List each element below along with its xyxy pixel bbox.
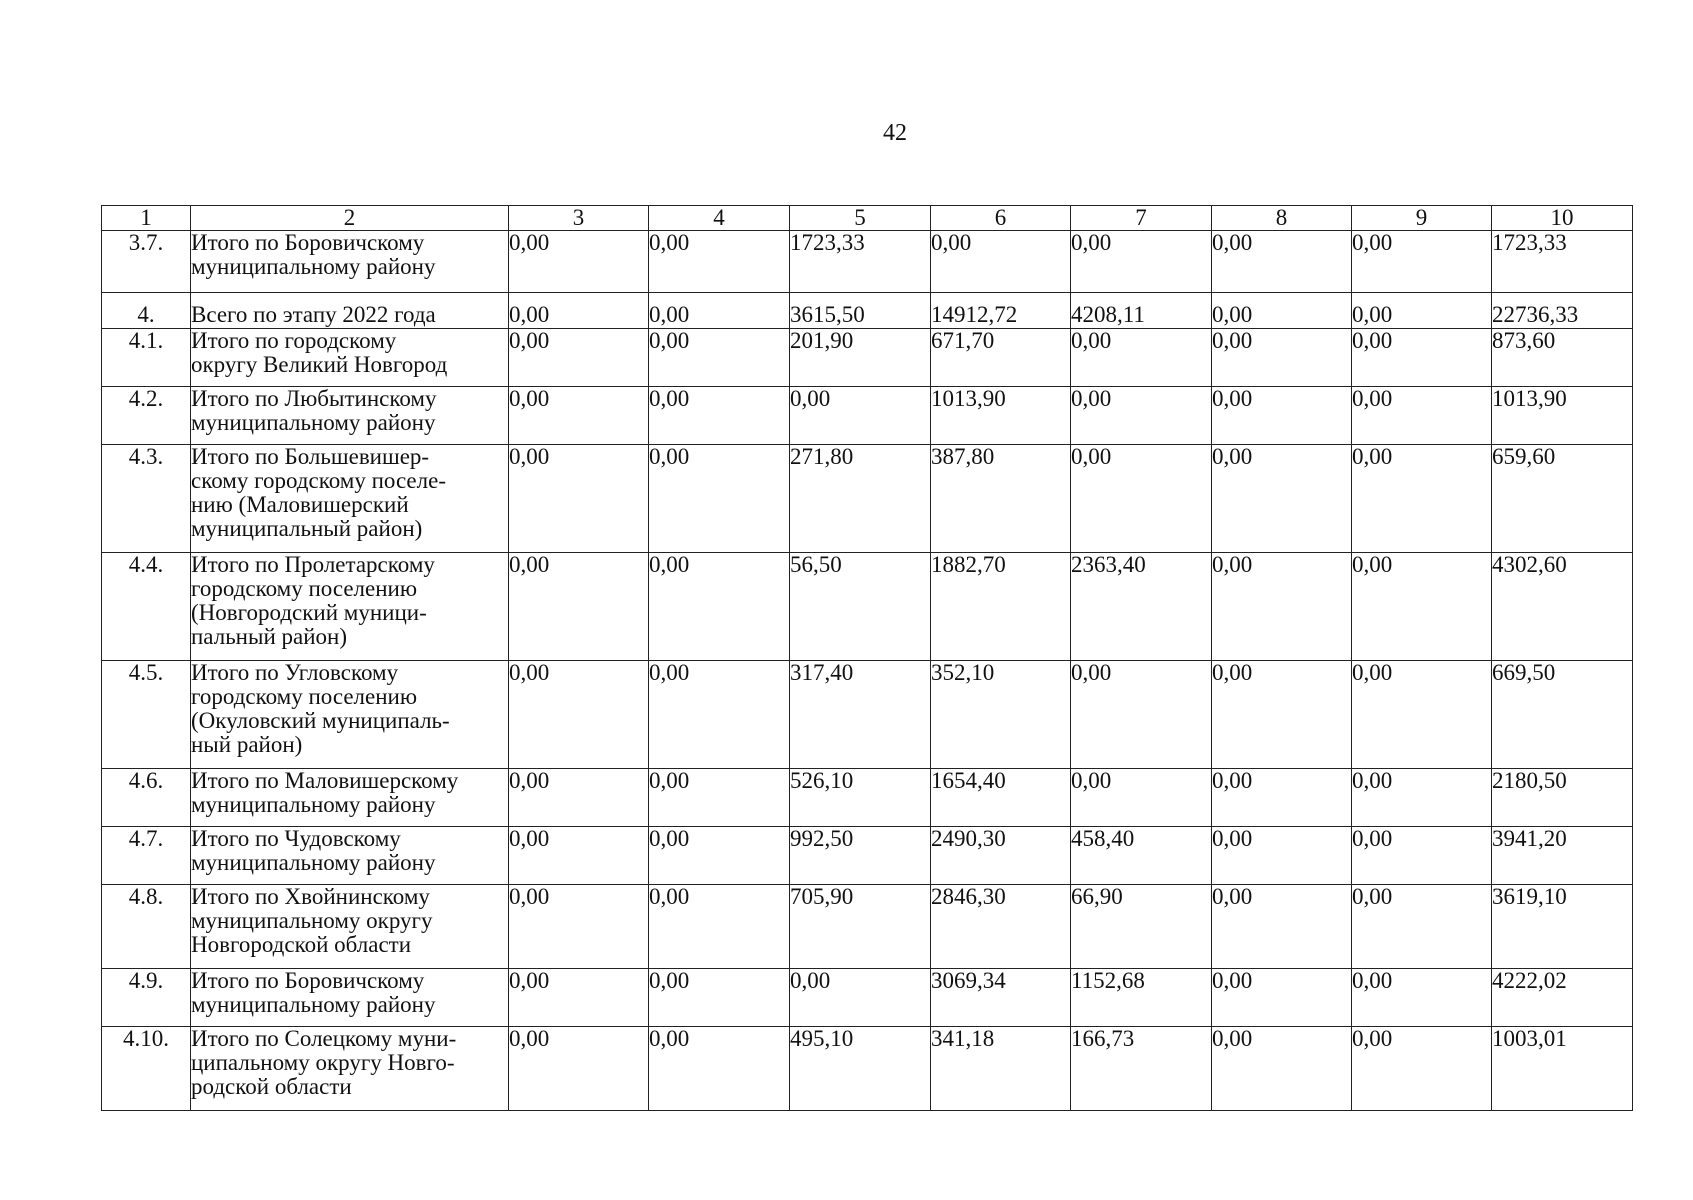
row-name-line: муниципальному району [191,410,436,435]
column-header-9: 9 [1352,206,1492,231]
row-number: 4.8. [102,885,191,969]
value-col-4: 0,00 [649,553,790,661]
value-col-8: 0,00 [1212,885,1352,969]
row-number: 4. [102,293,191,329]
column-header-4: 4 [649,206,790,231]
row-name [191,445,509,553]
table-row [102,969,1633,1027]
value-col-9: 0,00 [1352,231,1492,293]
value-col-7: 458,40 [1071,827,1212,885]
row-name [191,885,509,969]
row-name-line: округу Великий Новгород [191,352,448,377]
value-col-6: 1654,40 [931,769,1071,827]
table-row [102,885,1633,969]
value-col-5: 0,00 [790,969,931,1027]
value-col-8: 0,00 [1212,769,1352,827]
table-row [102,769,1633,827]
row-name-line: Итого по Маловишерскому [191,768,459,793]
value-col-10: 659,60 [1492,445,1633,553]
value-col-5: 526,10 [790,769,931,827]
row-number: 4.2. [102,387,191,445]
value-col-10: 1003,01 [1492,1027,1633,1111]
value-col-3: 0,00 [509,293,649,329]
value-col-4: 0,00 [649,293,790,329]
value-col-3: 0,00 [509,769,649,827]
value-col-10: 4302,60 [1492,553,1633,661]
row-name-line: Итого по городскому [191,328,397,353]
value-col-8: 0,00 [1212,445,1352,553]
value-col-6: 1013,90 [931,387,1071,445]
table-header [102,206,1633,231]
row-name-line: Итого по Чудовскому [191,826,401,851]
column-header-3: 3 [509,206,649,231]
table-row [102,1027,1633,1111]
value-col-10: 22736,33 [1492,293,1633,329]
value-col-5: 495,10 [790,1027,931,1111]
value-col-10: 669,50 [1492,661,1633,769]
column-header-6: 6 [931,206,1071,231]
value-col-5: 317,40 [790,661,931,769]
value-col-4: 0,00 [649,329,790,387]
value-col-7: 66,90 [1071,885,1212,969]
row-name-line: Всего по этапу 2022 года [191,302,436,327]
table-row [102,661,1633,769]
value-col-6: 671,70 [931,329,1071,387]
page-number: 42 [883,120,907,146]
row-name [191,387,509,445]
value-col-7: 4208,11 [1071,293,1212,329]
value-col-5: 0,00 [790,387,931,445]
row-name-line: скому городскому поселе- [191,468,446,493]
table-row [102,445,1633,553]
value-col-4: 0,00 [649,387,790,445]
table-row [102,329,1633,387]
value-col-4: 0,00 [649,231,790,293]
value-col-6: 14912,72 [931,293,1071,329]
value-col-5: 271,80 [790,445,931,553]
value-col-6: 1882,70 [931,553,1071,661]
table-row [102,293,1633,329]
value-col-5: 705,90 [790,885,931,969]
value-col-4: 0,00 [649,769,790,827]
row-name [191,231,509,293]
value-col-6: 352,10 [931,661,1071,769]
value-col-3: 0,00 [509,885,649,969]
value-col-4: 0,00 [649,1027,790,1111]
row-name [191,661,509,769]
value-col-7: 0,00 [1071,445,1212,553]
value-col-5: 1723,33 [790,231,931,293]
value-col-10: 3941,20 [1492,827,1633,885]
row-name [191,553,509,661]
table-row [102,827,1633,885]
value-col-7: 0,00 [1071,387,1212,445]
row-number: 4.1. [102,329,191,387]
row-name-line: муниципальный район) [191,516,423,541]
value-col-10: 4222,02 [1492,969,1633,1027]
row-name-line: муниципальному району [191,850,436,875]
row-name-line: городскому поселению [191,576,418,601]
value-col-9: 0,00 [1352,329,1492,387]
value-col-9: 0,00 [1352,387,1492,445]
row-name-line: Итого по Любытинскому [191,386,437,411]
column-header-8: 8 [1212,206,1352,231]
value-col-3: 0,00 [509,661,649,769]
value-col-3: 0,00 [509,387,649,445]
value-col-6: 341,18 [931,1027,1071,1111]
value-col-8: 0,00 [1212,969,1352,1027]
row-name-line: городскому поселению [191,684,418,709]
value-col-10: 3619,10 [1492,885,1633,969]
value-col-9: 0,00 [1352,827,1492,885]
row-number: 4.4. [102,553,191,661]
value-col-8: 0,00 [1212,1027,1352,1111]
value-col-8: 0,00 [1212,387,1352,445]
value-col-8: 0,00 [1212,293,1352,329]
table-row [102,231,1633,293]
table-row [102,387,1633,445]
value-col-5: 992,50 [790,827,931,885]
value-col-5: 3615,50 [790,293,931,329]
row-name-line: пальный район) [191,624,347,649]
value-col-6: 2846,30 [931,885,1071,969]
row-name-line: Итого по Пролетарскому [191,552,435,577]
row-number: 3.7. [102,231,191,293]
row-number: 4.9. [102,969,191,1027]
row-name-line: муниципальному району [191,992,436,1017]
row-name-line: Итого по Боровичскому [191,968,425,993]
value-col-9: 0,00 [1352,553,1492,661]
row-name [191,329,509,387]
value-col-9: 0,00 [1352,293,1492,329]
row-name-line: Итого по Угловскому [191,660,399,685]
value-col-3: 0,00 [509,1027,649,1111]
row-name-line: (Новгородский муници- [191,600,427,625]
table-row [102,553,1633,661]
value-col-10: 1013,90 [1492,387,1633,445]
row-number: 4.5. [102,661,191,769]
value-col-7: 0,00 [1071,661,1212,769]
value-col-4: 0,00 [649,885,790,969]
value-col-3: 0,00 [509,445,649,553]
value-col-5: 56,50 [790,553,931,661]
row-name-line: Итого по Большевишер- [191,444,430,469]
row-name-line: родской области [191,1074,352,1099]
row-name-line: нию (Маловишерский [191,492,409,517]
row-name-line: Итого по Боровичскому [191,230,425,255]
row-name [191,293,509,329]
value-col-6: 0,00 [931,231,1071,293]
row-name-line: Новгородской области [191,932,412,957]
value-col-3: 0,00 [509,329,649,387]
value-col-7: 0,00 [1071,769,1212,827]
budget-table [101,205,1633,1111]
row-name-line: ный район) [191,732,303,757]
value-col-4: 0,00 [649,661,790,769]
value-col-9: 0,00 [1352,661,1492,769]
value-col-7: 166,73 [1071,1027,1212,1111]
row-name-line: Итого по Хвойнинскому [191,884,430,909]
value-col-7: 0,00 [1071,231,1212,293]
value-col-5: 201,90 [790,329,931,387]
column-header-5: 5 [790,206,931,231]
value-col-6: 387,80 [931,445,1071,553]
column-header-2: 2 [191,206,509,231]
row-number: 4.3. [102,445,191,553]
row-name [191,969,509,1027]
row-name-line: (Окуловский муниципаль- [191,708,450,733]
row-number: 4.10. [102,1027,191,1111]
row-name-line: муниципальному району [191,254,436,279]
row-name-line: муниципальному району [191,792,436,817]
row-name [191,1027,509,1111]
row-number: 4.6. [102,769,191,827]
row-name-line: ципальному округу Новго- [191,1050,455,1075]
value-col-10: 1723,33 [1492,231,1633,293]
value-col-9: 0,00 [1352,885,1492,969]
value-col-10: 873,60 [1492,329,1633,387]
value-col-3: 0,00 [509,969,649,1027]
column-header-7: 7 [1071,206,1212,231]
row-number: 4.7. [102,827,191,885]
value-col-3: 0,00 [509,553,649,661]
row-name-line: Итого по Солецкому муни- [191,1026,457,1051]
value-col-4: 0,00 [649,827,790,885]
value-col-7: 1152,68 [1071,969,1212,1027]
row-name-line: муниципальному округу [191,908,433,933]
row-name [191,827,509,885]
value-col-8: 0,00 [1212,231,1352,293]
value-col-3: 0,00 [509,827,649,885]
value-col-9: 0,00 [1352,1027,1492,1111]
value-col-4: 0,00 [649,445,790,553]
value-col-7: 2363,40 [1071,553,1212,661]
value-col-4: 0,00 [649,969,790,1027]
value-col-8: 0,00 [1212,329,1352,387]
column-header-10: 10 [1492,206,1633,231]
value-col-9: 0,00 [1352,969,1492,1027]
value-col-8: 0,00 [1212,553,1352,661]
value-col-10: 2180,50 [1492,769,1633,827]
value-col-9: 0,00 [1352,769,1492,827]
value-col-8: 0,00 [1212,827,1352,885]
value-col-6: 2490,30 [931,827,1071,885]
value-col-8: 0,00 [1212,661,1352,769]
value-col-6: 3069,34 [931,969,1071,1027]
column-header-1: 1 [102,206,191,231]
row-name [191,769,509,827]
header-row [102,206,1633,231]
value-col-7: 0,00 [1071,329,1212,387]
value-col-3: 0,00 [509,231,649,293]
table-body [102,231,1633,1111]
value-col-9: 0,00 [1352,445,1492,553]
